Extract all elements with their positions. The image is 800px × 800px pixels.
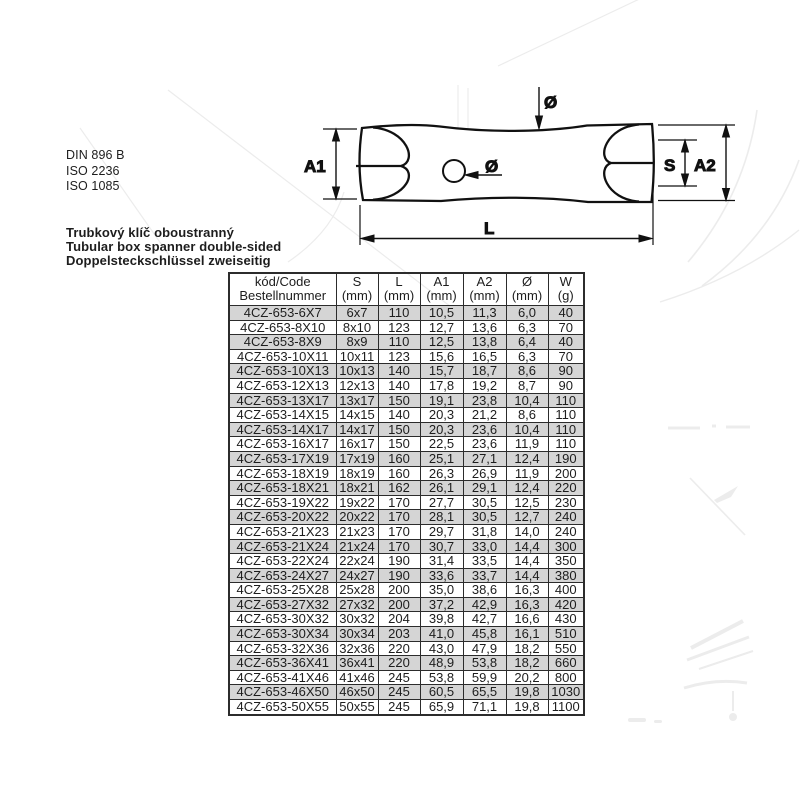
table-cell: 65,5 xyxy=(463,685,506,700)
table-cell: 12,5 xyxy=(506,495,548,510)
table-cell: 170 xyxy=(378,495,420,510)
watermark-blob xyxy=(654,720,662,723)
table-cell: 29,1 xyxy=(463,481,506,496)
table-cell: 12,7 xyxy=(420,320,463,335)
table-cell: 4CZ-653-36X41 xyxy=(229,656,336,671)
table-cell: 170 xyxy=(378,524,420,539)
dim-label-dia-hole: Ø xyxy=(485,157,499,176)
table-cell: 8x9 xyxy=(336,335,378,350)
table-row xyxy=(229,495,584,510)
table-cell: 36x41 xyxy=(336,656,378,671)
watermark-stroke xyxy=(668,426,750,428)
table-cell: 39,8 xyxy=(420,612,463,627)
table-cell: 47,9 xyxy=(463,641,506,656)
table-cell: 160 xyxy=(378,451,420,466)
table-cell: 220 xyxy=(378,641,420,656)
dim-a2-arrow-down xyxy=(723,189,730,201)
table-row xyxy=(229,597,584,612)
table-row xyxy=(229,364,584,379)
table-cell: 430 xyxy=(548,612,584,627)
table-cell: 110 xyxy=(548,437,584,452)
dim-a1-ticks xyxy=(323,129,357,199)
table-cell: 800 xyxy=(548,670,584,685)
pin-hole xyxy=(443,160,465,182)
table-cell: 4CZ-653-8X10 xyxy=(229,320,336,335)
table-cell: 17,8 xyxy=(420,378,463,393)
dim-s-arrow-up xyxy=(682,140,689,152)
table-cell: 8,6 xyxy=(506,408,548,423)
col-header-code xyxy=(229,273,336,306)
dim-a1 xyxy=(304,129,357,199)
table-cell: 24x27 xyxy=(336,568,378,583)
table-cell: 190 xyxy=(378,568,420,583)
dim-dia-hole xyxy=(465,157,502,179)
table-cell: 11,9 xyxy=(506,466,548,481)
table-cell: 162 xyxy=(378,481,420,496)
table-cell: 170 xyxy=(378,510,420,525)
col-header-weight xyxy=(548,273,584,306)
dim-label-a1: A1 xyxy=(304,157,326,176)
table-cell: 4CZ-653-10X13 xyxy=(229,364,336,379)
table-row xyxy=(229,335,584,350)
dim-label-s: S xyxy=(664,156,676,175)
table-row xyxy=(229,568,584,583)
table-cell: 4CZ-653-12X13 xyxy=(229,378,336,393)
table-cell: 20x22 xyxy=(336,510,378,525)
watermark-stroke xyxy=(690,478,745,535)
table-cell: 18x21 xyxy=(336,481,378,496)
table-cell: 10,4 xyxy=(506,422,548,437)
dim-l-arrow-right xyxy=(639,235,652,242)
col-header-diameter-line2: (mm) xyxy=(511,288,543,303)
table-row xyxy=(229,481,584,496)
table-cell: 204 xyxy=(378,612,420,627)
table-row xyxy=(229,320,584,335)
table-cell: 14x15 xyxy=(336,408,378,423)
table-cell: 4CZ-653-10X11 xyxy=(229,349,336,364)
watermark-stroke xyxy=(687,637,749,660)
table-cell: 4CZ-653-41X46 xyxy=(229,670,336,685)
table-cell: 10,5 xyxy=(420,306,463,321)
table-cell: 27,1 xyxy=(463,451,506,466)
col-header-s-line1: S xyxy=(352,274,362,289)
table-cell: 33,6 xyxy=(420,568,463,583)
spec-table xyxy=(228,272,585,716)
table-cell: 140 xyxy=(378,378,420,393)
table-cell: 21,2 xyxy=(463,408,506,423)
table-row xyxy=(229,627,584,642)
table-row xyxy=(229,524,584,539)
col-header-s xyxy=(336,273,378,306)
table-cell: 18,2 xyxy=(506,656,548,671)
table-row xyxy=(229,510,584,525)
table-cell: 400 xyxy=(548,583,584,598)
table-cell: 37,2 xyxy=(420,597,463,612)
table-cell: 18,2 xyxy=(506,641,548,656)
col-header-code-line2: Bestellnummer xyxy=(239,288,327,303)
dim-label-a2: A2 xyxy=(694,156,716,175)
table-cell: 140 xyxy=(378,364,420,379)
table-cell: 4CZ-653-16X17 xyxy=(229,437,336,452)
dim-dia-top-arrow xyxy=(536,116,543,129)
table-cell: 245 xyxy=(378,700,420,715)
table-row xyxy=(229,700,584,715)
table-cell: 12,5 xyxy=(420,335,463,350)
table-cell: 1100 xyxy=(548,700,584,715)
table-cell: 53,8 xyxy=(463,656,506,671)
col-header-s-line2: (mm) xyxy=(341,288,373,303)
technical-drawing xyxy=(295,75,765,255)
table-cell: 16,3 xyxy=(506,597,548,612)
table-cell: 12,4 xyxy=(506,481,548,496)
table-cell: 220 xyxy=(548,481,584,496)
table-cell: 30,7 xyxy=(420,539,463,554)
table-cell: 31,4 xyxy=(420,554,463,569)
table-cell: 4CZ-653-18X19 xyxy=(229,466,336,481)
product-title-block xyxy=(66,226,281,267)
spanner-right-socket-lobes xyxy=(604,125,654,202)
dim-a1-arrow-down xyxy=(333,187,340,199)
table-cell: 350 xyxy=(548,554,584,569)
table-cell: 4CZ-653-14X17 xyxy=(229,422,336,437)
table-cell: 25x28 xyxy=(336,583,378,598)
table-cell: 23,8 xyxy=(463,393,506,408)
table-cell: 20,3 xyxy=(420,408,463,423)
table-cell: 4CZ-653-17X19 xyxy=(229,451,336,466)
col-header-l-line2: (mm) xyxy=(383,288,415,303)
table-cell: 20,2 xyxy=(506,670,548,685)
product-title-de: Doppelsteckschlüssel zweiseitig xyxy=(66,252,271,268)
table-cell: 27x32 xyxy=(336,597,378,612)
table-row xyxy=(229,554,584,569)
table-cell: 380 xyxy=(548,568,584,583)
table-cell: 4CZ-653-19X22 xyxy=(229,495,336,510)
table-cell: 6,0 xyxy=(506,306,548,321)
col-header-weight-line1: W xyxy=(559,274,572,289)
table-row xyxy=(229,349,584,364)
table-cell: 150 xyxy=(378,393,420,408)
dim-l xyxy=(360,185,653,245)
table-cell: 12,4 xyxy=(506,451,548,466)
table-cell: 59,9 xyxy=(463,670,506,685)
table-cell: 70 xyxy=(548,349,584,364)
table-cell: 22x24 xyxy=(336,554,378,569)
table-cell: 26,9 xyxy=(463,466,506,481)
table-cell: 4CZ-653-8X9 xyxy=(229,335,336,350)
table-cell: 10x11 xyxy=(336,349,378,364)
table-cell: 300 xyxy=(548,539,584,554)
table-cell: 510 xyxy=(548,627,584,642)
table-cell: 190 xyxy=(548,451,584,466)
table-cell: 41,0 xyxy=(420,627,463,642)
watermark-stroke xyxy=(498,0,650,66)
watermark-stroke xyxy=(691,621,743,648)
table-cell: 21x24 xyxy=(336,539,378,554)
dim-dia-top xyxy=(536,87,558,129)
table-cell: 16x17 xyxy=(336,437,378,452)
table-cell: 21x23 xyxy=(336,524,378,539)
table-row xyxy=(229,437,584,452)
table-cell: 17x19 xyxy=(336,451,378,466)
table-cell: 8,6 xyxy=(506,364,548,379)
col-header-a2 xyxy=(463,273,506,306)
table-cell: 28,1 xyxy=(420,510,463,525)
table-row xyxy=(229,656,584,671)
table-cell: 12,7 xyxy=(506,510,548,525)
table-cell: 40 xyxy=(548,306,584,321)
table-row xyxy=(229,451,584,466)
table-cell: 35,0 xyxy=(420,583,463,598)
table-cell: 53,8 xyxy=(420,670,463,685)
table-cell: 6,4 xyxy=(506,335,548,350)
col-header-a1-line2: (mm) xyxy=(426,288,457,303)
table-cell: 20,3 xyxy=(420,422,463,437)
table-cell: 160 xyxy=(378,466,420,481)
table-cell: 11,9 xyxy=(506,437,548,452)
watermark-blob xyxy=(714,486,738,503)
table-cell: 11,3 xyxy=(463,306,506,321)
table-cell: 50x55 xyxy=(336,700,378,715)
table-cell: 110 xyxy=(378,306,420,321)
col-header-diameter-line1: Ø xyxy=(521,274,533,289)
product-title-cs: Trubkový klíč oboustranný xyxy=(66,225,234,240)
table-row xyxy=(229,612,584,627)
table-cell: 19,8 xyxy=(506,685,548,700)
table-cell: 65,9 xyxy=(420,700,463,715)
table-cell: 4CZ-653-21X24 xyxy=(229,539,336,554)
table-cell: 123 xyxy=(378,349,420,364)
dim-s xyxy=(658,140,697,186)
table-cell: 26,3 xyxy=(420,466,463,481)
table-cell: 240 xyxy=(548,510,584,525)
watermark-stroke xyxy=(684,681,747,688)
table-row xyxy=(229,685,584,700)
table-cell: 4CZ-653-30X34 xyxy=(229,627,336,642)
standards-block xyxy=(66,148,125,195)
col-header-a1 xyxy=(420,273,463,306)
table-cell: 230 xyxy=(548,495,584,510)
table-row xyxy=(229,641,584,656)
table-cell: 18,7 xyxy=(463,364,506,379)
spec-table-body xyxy=(229,306,584,715)
table-cell: 70 xyxy=(548,320,584,335)
table-cell: 4CZ-653-6X7 xyxy=(229,306,336,321)
table-cell: 245 xyxy=(378,685,420,700)
table-cell: 150 xyxy=(378,422,420,437)
table-row xyxy=(229,539,584,554)
table-cell: 10,4 xyxy=(506,393,548,408)
table-cell: 22,5 xyxy=(420,437,463,452)
table-cell: 48,9 xyxy=(420,656,463,671)
watermark-blob xyxy=(729,713,737,721)
table-cell: 660 xyxy=(548,656,584,671)
table-cell: 6,3 xyxy=(506,349,548,364)
col-header-a2-line1: A2 xyxy=(476,274,493,289)
table-cell: 42,7 xyxy=(463,612,506,627)
table-cell: 170 xyxy=(378,539,420,554)
table-cell: 33,7 xyxy=(463,568,506,583)
table-row xyxy=(229,393,584,408)
table-cell: 18x19 xyxy=(336,466,378,481)
table-cell: 8,7 xyxy=(506,378,548,393)
table-cell: 16,1 xyxy=(506,627,548,642)
table-cell: 110 xyxy=(548,408,584,423)
table-cell: 4CZ-653-46X50 xyxy=(229,685,336,700)
table-cell: 4CZ-653-22X24 xyxy=(229,554,336,569)
table-cell: 12x13 xyxy=(336,378,378,393)
table-cell: 46x50 xyxy=(336,685,378,700)
table-cell: 40 xyxy=(548,335,584,350)
dim-label-dia-top: Ø xyxy=(544,93,558,112)
table-cell: 90 xyxy=(548,378,584,393)
table-cell: 14,4 xyxy=(506,554,548,569)
table-cell: 38,6 xyxy=(463,583,506,598)
table-cell: 90 xyxy=(548,364,584,379)
table-cell: 245 xyxy=(378,670,420,685)
table-cell: 16,5 xyxy=(463,349,506,364)
col-header-code-line1: kód/Code xyxy=(254,274,311,289)
table-cell: 19,8 xyxy=(506,700,548,715)
table-cell: 45,8 xyxy=(463,627,506,642)
table-cell: 190 xyxy=(378,554,420,569)
table-cell: 16,3 xyxy=(506,583,548,598)
table-cell: 150 xyxy=(378,437,420,452)
col-header-l xyxy=(378,273,420,306)
table-cell: 4CZ-653-18X21 xyxy=(229,481,336,496)
spanner-left-socket-lobes xyxy=(356,128,409,200)
table-cell: 203 xyxy=(378,627,420,642)
dim-s-arrow-down xyxy=(682,174,689,186)
table-cell: 14,0 xyxy=(506,524,548,539)
table-cell: 200 xyxy=(378,583,420,598)
table-header-row xyxy=(229,273,584,306)
table-cell: 71,1 xyxy=(463,700,506,715)
table-cell: 16,6 xyxy=(506,612,548,627)
table-cell: 30,5 xyxy=(463,510,506,525)
table-cell: 32x36 xyxy=(336,641,378,656)
table-cell: 41x46 xyxy=(336,670,378,685)
table-row xyxy=(229,306,584,321)
col-header-l-line1: L xyxy=(395,274,403,289)
dim-l-ext-lines xyxy=(360,185,653,245)
table-cell: 25,1 xyxy=(420,451,463,466)
table-cell: 30x32 xyxy=(336,612,378,627)
table-cell: 123 xyxy=(378,320,420,335)
product-title-en: Tubular box spanner double-sided xyxy=(66,238,282,254)
table-cell: 110 xyxy=(548,393,584,408)
table-cell: 8x10 xyxy=(336,320,378,335)
table-cell: 14,4 xyxy=(506,568,548,583)
table-cell: 6x7 xyxy=(336,306,378,321)
table-cell: 42,9 xyxy=(463,597,506,612)
table-cell: 33,5 xyxy=(463,554,506,569)
table-cell: 23,6 xyxy=(463,437,506,452)
table-cell: 4CZ-653-21X23 xyxy=(229,524,336,539)
table-cell: 27,7 xyxy=(420,495,463,510)
table-row xyxy=(229,670,584,685)
table-row xyxy=(229,466,584,481)
table-cell: 4CZ-653-25X28 xyxy=(229,583,336,598)
table-cell: 220 xyxy=(378,656,420,671)
table-cell: 1030 xyxy=(548,685,584,700)
table-cell: 4CZ-653-27X32 xyxy=(229,597,336,612)
table-row xyxy=(229,378,584,393)
watermark-blob xyxy=(628,718,646,722)
table-cell: 13,6 xyxy=(463,320,506,335)
table-cell: 4CZ-653-13X17 xyxy=(229,393,336,408)
table-cell: 19,1 xyxy=(420,393,463,408)
table-cell: 200 xyxy=(378,597,420,612)
table-cell: 19x22 xyxy=(336,495,378,510)
table-cell: 26,1 xyxy=(420,481,463,496)
table-cell: 240 xyxy=(548,524,584,539)
table-cell: 550 xyxy=(548,641,584,656)
dim-label-l: L xyxy=(484,219,495,238)
table-cell: 4CZ-653-24X27 xyxy=(229,568,336,583)
table-cell: 10x13 xyxy=(336,364,378,379)
table-cell: 15,6 xyxy=(420,349,463,364)
table-cell: 13x17 xyxy=(336,393,378,408)
table-cell: 19,2 xyxy=(463,378,506,393)
table-cell: 31,8 xyxy=(463,524,506,539)
table-cell: 13,8 xyxy=(463,335,506,350)
table-cell: 110 xyxy=(378,335,420,350)
dim-dia-hole-arrow xyxy=(465,172,478,179)
table-cell: 4CZ-653-20X22 xyxy=(229,510,336,525)
table-cell: 6,3 xyxy=(506,320,548,335)
table-cell: 14,4 xyxy=(506,539,548,554)
table-cell: 15,7 xyxy=(420,364,463,379)
table-cell: 4CZ-653-14X15 xyxy=(229,408,336,423)
dim-a2-arrow-up xyxy=(723,125,730,137)
dim-l-arrow-left xyxy=(361,235,374,242)
table-cell: 4CZ-653-50X55 xyxy=(229,700,336,715)
table-cell: 29,7 xyxy=(420,524,463,539)
table-row xyxy=(229,408,584,423)
col-header-a2-line2: (mm) xyxy=(469,288,500,303)
table-cell: 140 xyxy=(378,408,420,423)
col-header-a1-line1: A1 xyxy=(433,274,450,289)
table-cell: 4CZ-653-30X32 xyxy=(229,612,336,627)
table-cell: 30x34 xyxy=(336,627,378,642)
table-cell: 30,5 xyxy=(463,495,506,510)
table-row xyxy=(229,583,584,598)
col-header-diameter xyxy=(506,273,548,306)
standard-line-iso1: ISO 2236 xyxy=(66,163,120,178)
table-cell: 33,0 xyxy=(463,539,506,554)
table-cell: 4CZ-653-32X36 xyxy=(229,641,336,656)
standard-line-din: DIN 896 B xyxy=(66,148,125,162)
standard-line-iso2: ISO 1085 xyxy=(66,179,120,193)
table-row xyxy=(229,422,584,437)
table-cell: 200 xyxy=(548,466,584,481)
table-cell: 14x17 xyxy=(336,422,378,437)
table-cell: 43,0 xyxy=(420,641,463,656)
table-cell: 420 xyxy=(548,597,584,612)
table-cell: 110 xyxy=(548,422,584,437)
table-cell: 60,5 xyxy=(420,685,463,700)
col-header-weight-line2: (g) xyxy=(557,288,574,303)
dim-a1-arrow-up xyxy=(333,129,340,141)
table-cell: 23,6 xyxy=(463,422,506,437)
